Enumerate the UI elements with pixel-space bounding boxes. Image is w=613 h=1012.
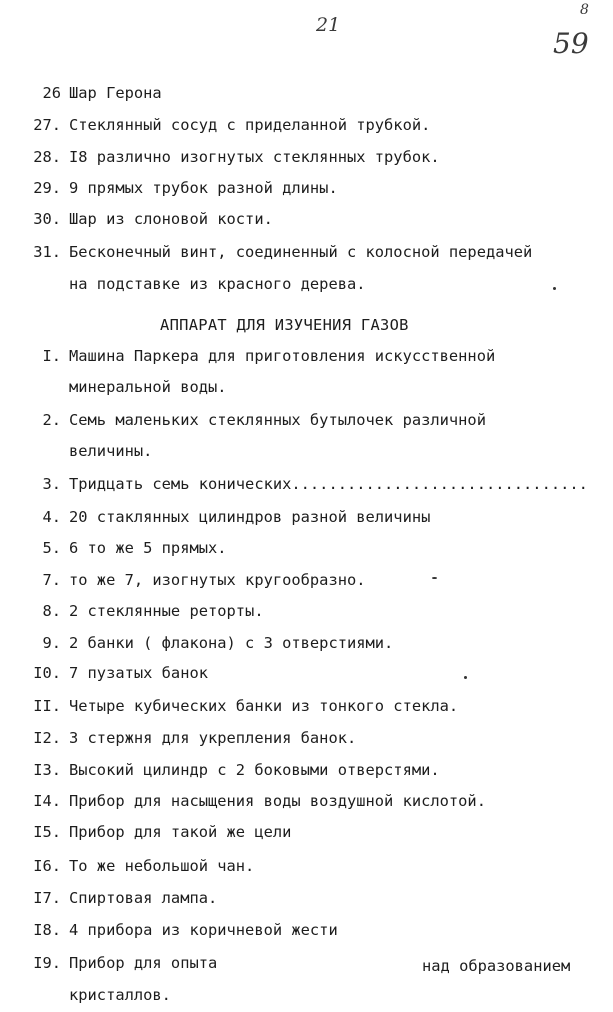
list-item bbox=[26, 857, 606, 883]
item-text: Прибор для опыта bbox=[69, 954, 218, 972]
item-text: I8 различно изогнутых стеклянных трубок. bbox=[69, 148, 440, 166]
item-text: Машина Паркера для приготовления искусственной bbox=[69, 347, 496, 365]
item-number: I5. bbox=[33, 823, 61, 841]
list-item bbox=[26, 475, 606, 501]
item-continuation: величины. bbox=[69, 442, 153, 460]
item-number: 7. bbox=[42, 571, 61, 589]
item-number: I3. bbox=[33, 761, 61, 779]
item-text: Спиртовая лампа. bbox=[69, 889, 218, 907]
list-item bbox=[26, 602, 606, 628]
item-text: Тридцать семь конических................................ bbox=[69, 475, 588, 493]
ink-speck bbox=[553, 287, 556, 290]
list-item bbox=[26, 954, 416, 980]
item-text: То же небольшой чан. bbox=[69, 857, 255, 875]
item-text: 4 прибора из коричневой жести bbox=[69, 921, 338, 939]
item-text: Семь маленьких стеклянных бутылочек различной bbox=[69, 411, 486, 429]
list-item bbox=[26, 634, 606, 660]
item-number: I. bbox=[42, 347, 61, 365]
item-number: 26 bbox=[42, 84, 61, 102]
item-text: Прибор для насыщения воды воздушной кислотой. bbox=[69, 792, 486, 810]
item-text: Шар Герона bbox=[69, 84, 162, 102]
item-text: 2 стеклянные реторты. bbox=[69, 602, 264, 620]
list-item bbox=[26, 889, 606, 915]
list-item bbox=[26, 921, 606, 947]
item-number: I0. bbox=[33, 664, 61, 682]
item-number: 3. bbox=[42, 475, 61, 493]
item-number: I9. bbox=[33, 954, 61, 972]
item-number: I8. bbox=[33, 921, 61, 939]
list-item bbox=[26, 148, 606, 174]
list-item bbox=[26, 792, 606, 818]
item-text-right: над образованием bbox=[422, 957, 571, 975]
item-number: 31. bbox=[33, 243, 61, 261]
item-number: 5. bbox=[42, 539, 61, 557]
item-continuation: на подставке из красного дерева. bbox=[69, 275, 366, 293]
item-number: 2. bbox=[42, 411, 61, 429]
list-item bbox=[26, 411, 606, 437]
item-number: I7. bbox=[33, 889, 61, 907]
item-text: 20 стаклянных цилиндров разной величины bbox=[69, 508, 431, 526]
item-number: II. bbox=[33, 697, 61, 715]
item-number: 9. bbox=[42, 634, 61, 652]
list-item bbox=[26, 697, 606, 723]
item-number: 8. bbox=[42, 602, 61, 620]
item-number: 27. bbox=[33, 116, 61, 134]
item-text: то же 7, изогнутых кругообразно. bbox=[69, 571, 366, 589]
item-number: 28. bbox=[33, 148, 61, 166]
list-item bbox=[26, 729, 606, 755]
ink-speck bbox=[432, 577, 437, 579]
item-text: 2 банки ( флакона) с 3 отверстиями. bbox=[69, 634, 394, 652]
item-number: I6. bbox=[33, 857, 61, 875]
item-text: 9 прямых трубок разной длины. bbox=[69, 179, 338, 197]
item-text: Четыре кубических банки из тонкого стекла. bbox=[69, 697, 459, 715]
list-item bbox=[26, 761, 606, 787]
item-number: I2. bbox=[33, 729, 61, 747]
item-number: 29. bbox=[33, 179, 61, 197]
ink-speck bbox=[464, 676, 467, 679]
handwritten-mark-small: 8 bbox=[580, 2, 589, 18]
list-item bbox=[26, 243, 606, 269]
list-item bbox=[26, 179, 606, 205]
list-item bbox=[26, 539, 606, 565]
list-item bbox=[26, 508, 606, 534]
list-item bbox=[26, 347, 606, 373]
item-number: 4. bbox=[42, 508, 61, 526]
item-continuation: кристаллов. bbox=[69, 986, 171, 1004]
handwritten-page-number: 21 bbox=[316, 14, 341, 36]
list-item bbox=[26, 84, 606, 110]
item-text: Шар из слоновой кости. bbox=[69, 210, 273, 228]
section-heading: АППАРАТ ДЛЯ ИЗУЧЕНИЯ ГАЗОВ bbox=[160, 316, 409, 334]
list-item bbox=[26, 210, 606, 236]
item-text: 6 то же 5 прямых. bbox=[69, 539, 227, 557]
list-item bbox=[26, 823, 606, 849]
handwritten-folio-number: 59 bbox=[553, 27, 589, 60]
list-item bbox=[26, 116, 606, 142]
item-number: I4. bbox=[33, 792, 61, 810]
item-text: 7 пузатых банок bbox=[69, 664, 208, 682]
item-number: 30. bbox=[33, 210, 61, 228]
item-text: Прибор для такой же цели bbox=[69, 823, 292, 841]
item-text: Стеклянный сосуд с приделанной трубкой. bbox=[69, 116, 431, 134]
item-text: Высокий цилиндр с 2 боковыми отверстями. bbox=[69, 761, 440, 779]
item-text: 3 стержня для укрепления банок. bbox=[69, 729, 357, 747]
item-text: Бесконечный винт, соединенный с колосной передачей bbox=[69, 243, 533, 261]
list-item bbox=[26, 571, 606, 597]
item-continuation: минеральной воды. bbox=[69, 378, 227, 396]
list-item bbox=[26, 664, 606, 690]
